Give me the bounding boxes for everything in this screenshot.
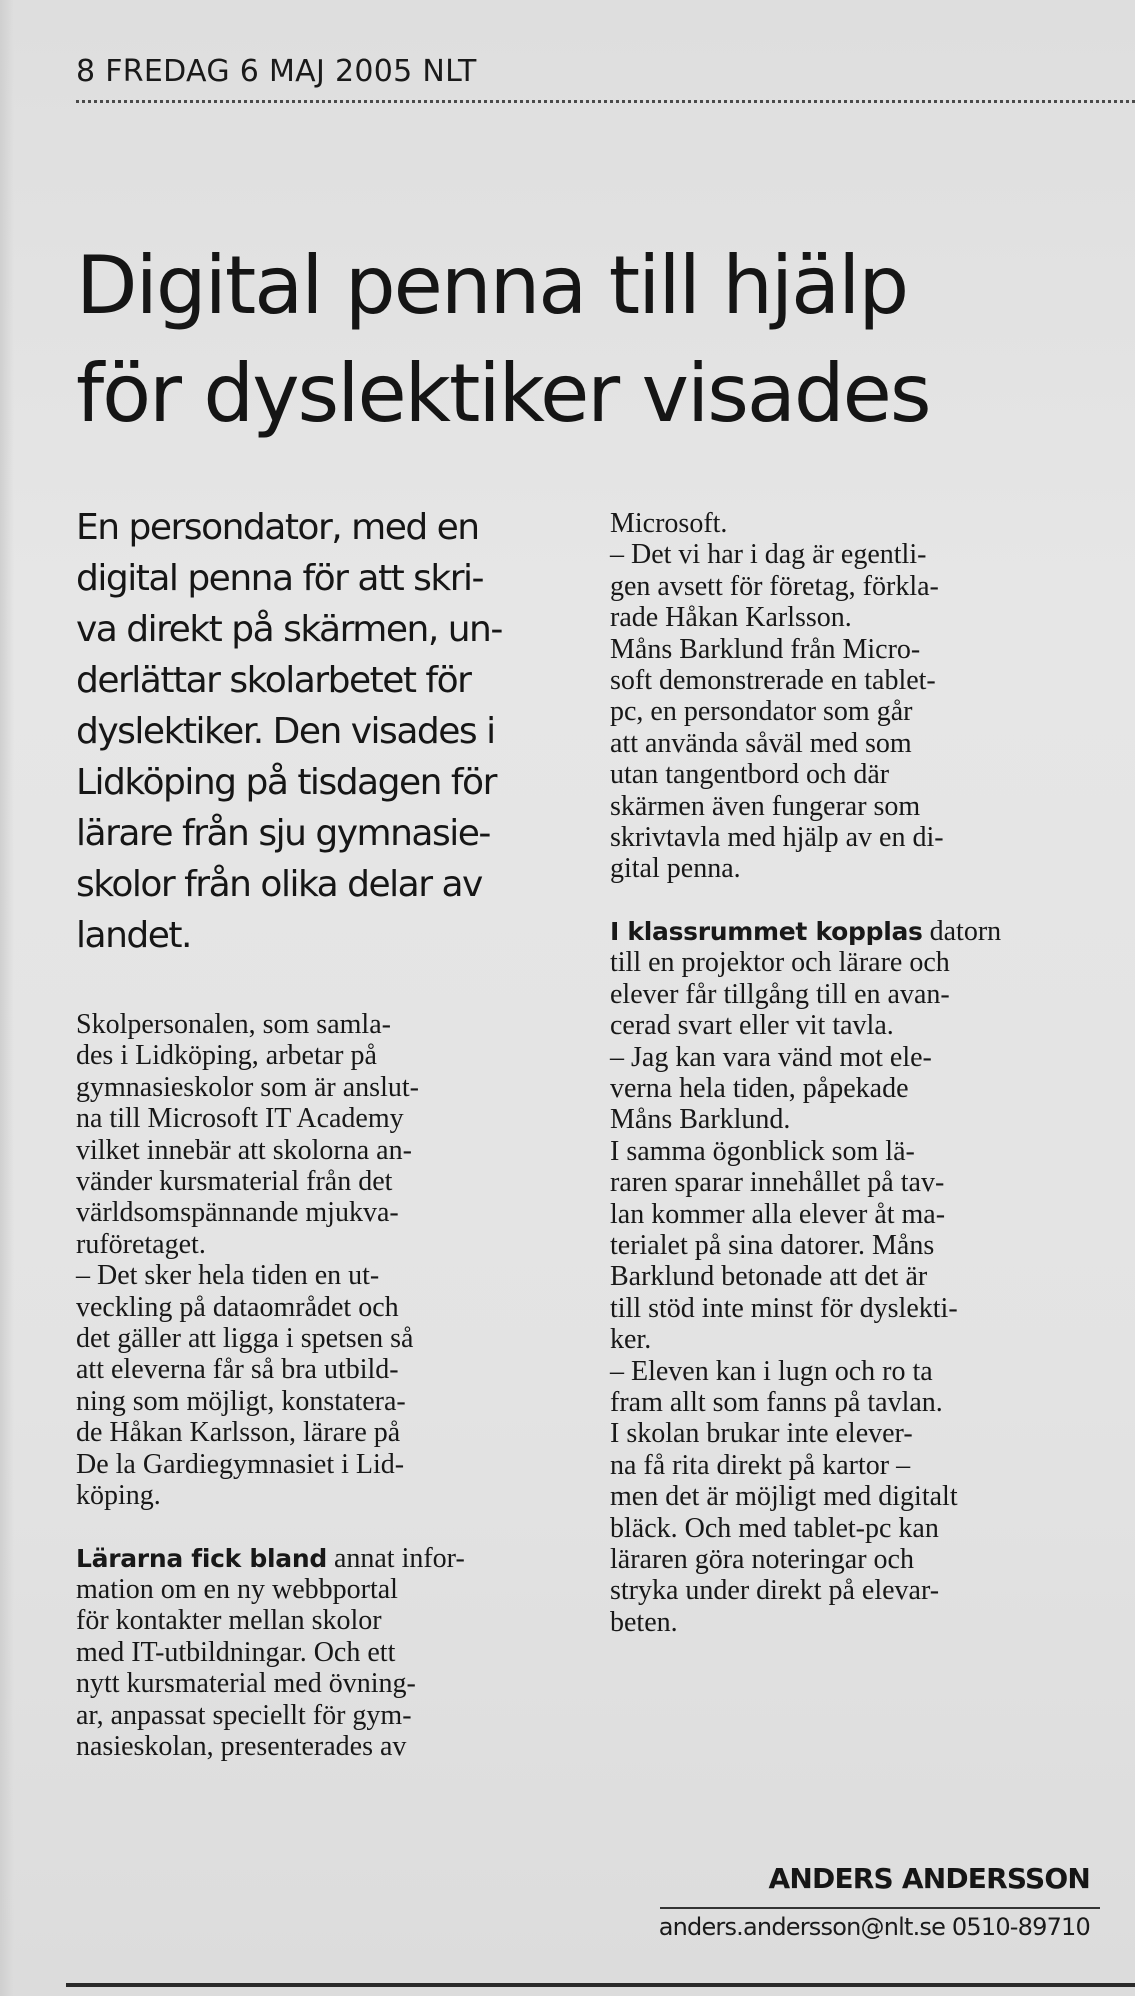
lead-line: lärare från sju gymnasie- bbox=[76, 813, 490, 854]
byline-rule bbox=[660, 1907, 1100, 1909]
body-line: – Det vi har i dag är egentli- bbox=[610, 539, 927, 571]
page-folio: 8 FREDAG 6 MAJ 2005 NLT bbox=[76, 54, 477, 89]
body-line: läraren göra noteringar och bbox=[610, 1544, 914, 1575]
headline-line: för dyslektiker visades bbox=[76, 347, 930, 440]
body-line-rest: datorn bbox=[922, 915, 1002, 947]
page-edge-shadow bbox=[0, 0, 14, 1996]
page-bottom-rule bbox=[66, 1983, 1135, 1987]
article-lead bbox=[76, 502, 576, 961]
headline-line: Digital penna till hjälp bbox=[76, 239, 908, 332]
body-line: gymnasieskolor som är anslut- bbox=[76, 1071, 419, 1103]
body-line: – Eleven kan i lugn och ro ta bbox=[610, 1355, 933, 1387]
body-line: skärmen även fungerar som bbox=[610, 790, 921, 822]
body-line: utan tangentbord och där bbox=[610, 759, 890, 791]
runin-heading: I klassrummet kopplas bbox=[610, 916, 923, 946]
byline-author: ANDERS ANDERSSON bbox=[768, 1862, 1090, 1895]
body-paragraph bbox=[610, 1042, 1100, 1136]
lead-line: derlättar skolarbetet för bbox=[76, 660, 471, 701]
body-line-rest: annat infor- bbox=[326, 1542, 465, 1574]
body-line: bläck. Och med tablet-pc kan bbox=[610, 1512, 939, 1544]
article-headline bbox=[76, 232, 1116, 448]
body-line: Microsoft. bbox=[610, 508, 728, 539]
body-line: I skolan brukar inte elever- bbox=[610, 1418, 913, 1450]
body-paragraph bbox=[610, 1356, 1100, 1419]
body-line: na få rita direkt på kartor – bbox=[610, 1449, 911, 1481]
body-line: Skolpersonalen, som samla- bbox=[76, 1009, 391, 1040]
body-line: gen avsett för företag, förkla- bbox=[610, 570, 939, 602]
body-paragraph bbox=[76, 1543, 576, 1763]
body-line: cerad svart eller vit tavla. bbox=[610, 1010, 894, 1042]
body-line: fram allt som fanns på tavlan. bbox=[610, 1386, 943, 1418]
body-paragraph bbox=[610, 634, 1100, 885]
body-line: Måns Barklund. bbox=[610, 1104, 791, 1136]
body-line: veckling på dataområdet och bbox=[76, 1291, 399, 1323]
article-column-left bbox=[76, 502, 576, 1762]
body-line: köping. bbox=[76, 1480, 161, 1512]
body-line: elever får tillgång till en avan- bbox=[610, 978, 950, 1010]
lead-line: skolor från olika delar av bbox=[76, 864, 482, 905]
body-line: ar, anpassat speciellt för gym- bbox=[76, 1699, 412, 1731]
body-line: nasieskolan, presenterades av bbox=[76, 1730, 407, 1762]
body-paragraph bbox=[610, 1418, 1100, 1638]
body-line: – Det sker hela tiden en ut- bbox=[76, 1260, 380, 1292]
body-line: – Jag kan vara vänd mot ele- bbox=[610, 1041, 932, 1073]
body-line: pc, en persondator som går bbox=[610, 696, 913, 728]
body-line: skrivtavla med hjälp av en di- bbox=[610, 822, 944, 854]
body-line: verna hela tiden, påpekade bbox=[610, 1072, 909, 1104]
body-line: men det är möjligt med digitalt bbox=[610, 1481, 958, 1513]
body-line: att använda såväl med som bbox=[610, 727, 912, 759]
body-line: vilket innebär att skolorna an- bbox=[76, 1134, 412, 1166]
body-paragraph bbox=[610, 539, 1100, 633]
body-paragraph bbox=[610, 508, 1100, 539]
body-line: Barklund betonade att det är bbox=[610, 1261, 928, 1293]
body-line: soft demonstrerade en tablet- bbox=[610, 665, 936, 697]
body-line: rade Håkan Karlsson. bbox=[610, 602, 852, 634]
lead-line: va direkt på skärmen, un- bbox=[76, 609, 502, 650]
body-line: ker. bbox=[610, 1324, 652, 1356]
body-line: mation om en ny webbportal bbox=[76, 1573, 398, 1605]
body-line: terialet på sina datorer. Måns bbox=[610, 1229, 935, 1261]
body-line: beten. bbox=[610, 1606, 678, 1638]
body-line: till en projektor och lärare och bbox=[610, 947, 950, 979]
body-paragraph bbox=[610, 1136, 1100, 1356]
body-line: vänder kursmaterial från det bbox=[76, 1166, 393, 1198]
lead-line: Lidköping på tisdagen för bbox=[76, 762, 496, 803]
body-line: na till Microsoft IT Academy bbox=[76, 1103, 404, 1135]
body-line: nytt kursmaterial med övning- bbox=[76, 1668, 416, 1700]
body-line: till stöd inte minst för dyslekti- bbox=[610, 1292, 958, 1324]
body-line: det gäller att ligga i spetsen så bbox=[76, 1323, 414, 1355]
body-line: Måns Barklund från Micro- bbox=[610, 633, 921, 665]
body-paragraph bbox=[610, 916, 1100, 1042]
body-line: stryka under direkt på elevar- bbox=[610, 1575, 940, 1607]
body-line: ruföretaget. bbox=[76, 1228, 206, 1260]
body-paragraph bbox=[76, 1260, 576, 1511]
body-line: des i Lidköping, arbetar på bbox=[76, 1040, 377, 1072]
body-line bbox=[76, 1543, 576, 1574]
body-line: att eleverna får så bra utbild- bbox=[76, 1354, 399, 1386]
body-line: med IT-utbildningar. Och ett bbox=[76, 1636, 396, 1668]
body-paragraph bbox=[76, 1009, 576, 1260]
body-line: för kontakter mellan skolor bbox=[76, 1605, 382, 1637]
lead-line: landet. bbox=[76, 915, 191, 956]
lead-line: digital penna för att skri- bbox=[76, 558, 484, 599]
body-line: ning som möjligt, konstatera- bbox=[76, 1385, 406, 1417]
body-line: lan kommer alla elever åt ma- bbox=[610, 1198, 946, 1230]
body-line: I samma ögonblick som lä- bbox=[610, 1135, 915, 1167]
body-line bbox=[610, 916, 1100, 947]
body-line: raren sparar innehållet på tav- bbox=[610, 1167, 945, 1199]
body-line: gital penna. bbox=[610, 853, 741, 885]
byline-contact: anders.andersson@nlt.se 0510-89710 bbox=[658, 1913, 1090, 1941]
runin-heading: Lärarna fick bland bbox=[76, 1543, 327, 1573]
lead-line: En persondator, med en bbox=[76, 507, 479, 548]
article-column-right bbox=[610, 508, 1100, 1638]
body-line: De la Gardiegymnasiet i Lid- bbox=[76, 1448, 405, 1480]
folio-dotted-rule bbox=[76, 100, 1135, 103]
body-line: de Håkan Karlsson, lärare på bbox=[76, 1417, 401, 1449]
lead-line: dyslektiker. Den visades i bbox=[76, 711, 495, 752]
body-line: världsomspännande mjukva- bbox=[76, 1197, 399, 1229]
